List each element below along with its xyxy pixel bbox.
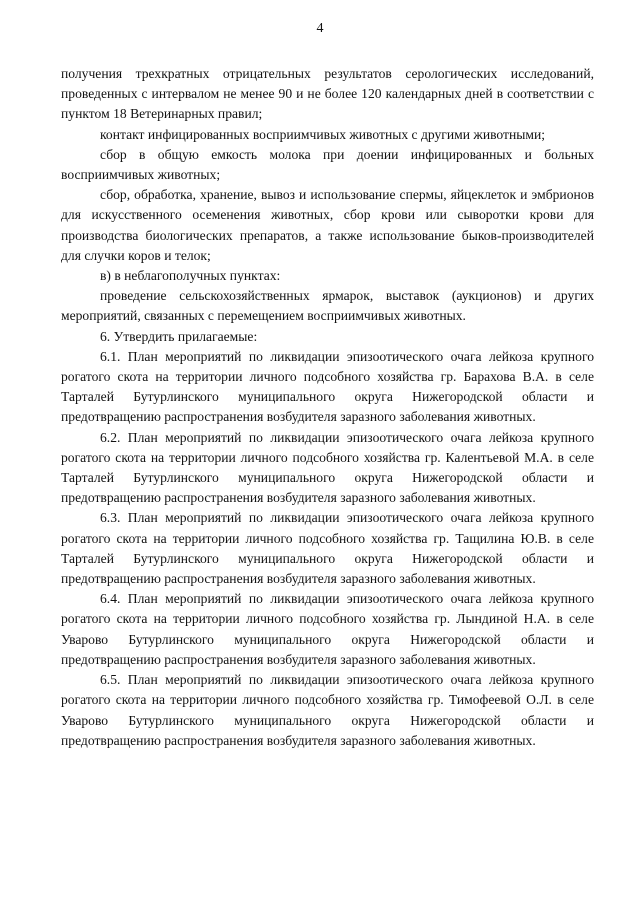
paragraph-fairs: проведение сельскохозяйственных ярмарок, выставок (аукционов) и других мероприятий, связанных с перемещением восприимчивых животных.: [61, 288, 594, 324]
paragraph-6-5: 6.5. План мероприятий по ликвидации эпизоотического очага лейкоза крупного рогатого скота на территории личного подсобного хозяйства гр. Тимофеевой О.Л. в селе Уварово Бутурлинского муниципального округа Нижегородской области и предотвращению распространения возбудителя заразного заболевания животных.: [61, 672, 594, 748]
document-body: [61, 64, 594, 751]
paragraph-sperm: сбор, обработка, хранение, вывоз и использование спермы, яйцеклеток и эмбрионов для искусственного осеменения животных, сбор крови или сыворотки крови для производства биологических препаратов, а также использование быков-производителей для случки коров и телок;: [61, 187, 594, 263]
page-number: 4: [316, 21, 324, 36]
paragraph-6-2: 6.2. План мероприятий по ликвидации эпизоотического очага лейкоза крупного рогатого скота на территории личного подсобного хозяйства гр. Калентьевой М.А. в селе Тарталей Бутурлинского муниципального округа Нижегородской области и предотвращению распространения возбудителя заразного заболевания животных.: [61, 429, 594, 506]
paragraph-6-1: 6.1. План мероприятий по ликвидации эпизоотического очага лейкоза крупного рогатого скота на территории личного подсобного хозяйства гр. Барахова В.А. в селе Тарталей Бутурлинского муниципального округа Нижегородской области и предотвращению распространения возбудителя заразного заболевания животных.: [61, 348, 594, 425]
paragraph-continuation: получения трехкратных отрицательных результатов серологических исследований, проведенных с интервалом не менее 90 и не более 120 календарных дней в соответствии с пунктом 18 Ветеринарных правил;: [61, 66, 594, 122]
paragraph-contact: контакт инфицированных восприимчивых животных с другими животными;: [100, 126, 546, 142]
paragraph-6-3: 6.3. План мероприятий по ликвидации эпизоотического очага лейкоза крупного рогатого скота на территории личного подсобного хозяйства гр. Тащилина Ю.В. в селе Тарталей Бутурлинского муниципального округа Нижегородской области и предотвращению распространения возбудителя заразного заболевания животных.: [61, 510, 594, 587]
paragraph-approve: 6. Утвердить прилагаемые:: [100, 328, 258, 344]
paragraph-item-v: в) в неблагополучных пунктах:: [100, 268, 281, 284]
paragraph-6-4: 6.4. План мероприятий по ликвидации эпизоотического очага лейкоза крупного рогатого скота на территории личного подсобного хозяйства гр. Лындиной Н.А. в селе Уварово Бутурлинского муниципального округа Нижегородской области и предотвращению распространения возбудителя заразного заболевания животных.: [61, 591, 594, 667]
paragraph-milk: сбор в общую емкость молока при доении инфицированных и больных восприимчивых животных;: [61, 146, 594, 183]
